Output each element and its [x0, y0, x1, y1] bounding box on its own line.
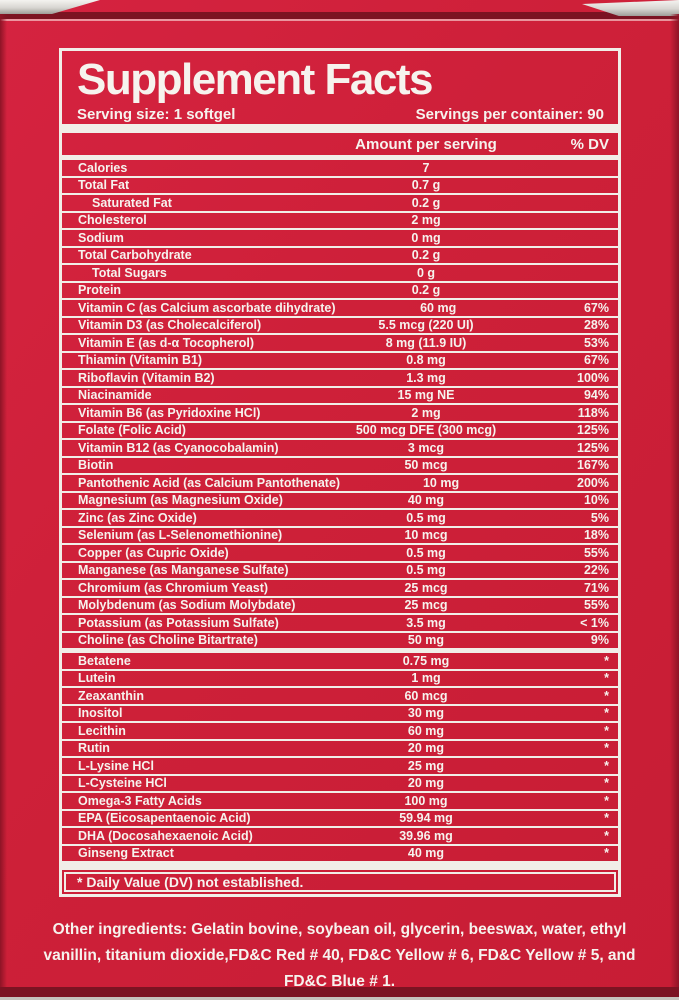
table-row	[62, 653, 618, 671]
dv-value: 28%	[583, 318, 609, 332]
nutrient-name: Riboflavin (Vitamin B2)	[78, 370, 215, 385]
table-row	[62, 563, 618, 581]
daily-value-footnote: * Daily Value (DV) not established.	[64, 872, 616, 892]
amount-value: 50 mg	[407, 633, 445, 647]
panel-header	[62, 51, 618, 124]
amount-value: 3.5 mg	[406, 615, 446, 630]
amount-value: 59.94 mg	[399, 811, 453, 825]
amount-value: 50 mcg	[404, 458, 448, 472]
nutrient-name: Vitamin B6 (as Pyridoxine HCl)	[78, 405, 261, 420]
serving-info-row	[77, 106, 604, 123]
amount-value: 7	[422, 160, 430, 175]
amount-value: 0.2 g	[411, 283, 441, 297]
table-row	[62, 440, 618, 458]
nutrient-name: Choline (as Choline Bitartrate)	[78, 633, 258, 647]
amount-value: 10 mg	[422, 475, 460, 490]
nutrient-name: Potassium (as Potassium Sulfate)	[78, 615, 279, 630]
table-row	[62, 811, 618, 829]
nutrient-name: Biotin	[78, 458, 114, 472]
table-row	[62, 475, 618, 493]
amount-value: 3 mcg	[407, 440, 445, 455]
table-row	[62, 370, 618, 388]
amount-value: 0.2 g	[411, 248, 441, 262]
dv-value: *	[604, 706, 609, 720]
amount-value: 30 mg	[407, 706, 445, 720]
table-row	[62, 615, 618, 633]
serving-size-text: Serving size: 1 softgel	[77, 106, 236, 123]
panel-title: Supplement Facts	[77, 55, 432, 104]
amount-value: 25 mcg	[404, 580, 448, 595]
amount-value: 0.8 mg	[406, 353, 446, 367]
nutrient-name: Betatene	[78, 653, 131, 668]
table-row	[62, 741, 618, 759]
nutrient-name: Protein	[78, 283, 122, 297]
amount-value: 2 mg	[411, 405, 441, 420]
nutrient-name: L-Cysteine HCl	[78, 776, 167, 790]
dv-value: 67%	[583, 353, 609, 367]
table-row	[62, 510, 618, 528]
dv-value: 94%	[583, 388, 609, 402]
table-row	[62, 828, 618, 846]
table-row	[62, 706, 618, 724]
dv-value: 100%	[577, 370, 609, 385]
amount-value: 39.96 mg	[399, 828, 453, 843]
nutrient-name: Inositol	[78, 706, 123, 720]
table-row	[62, 335, 618, 353]
amount-value: 20 mg	[407, 741, 445, 755]
nutrient-name: Total Fat	[78, 178, 130, 192]
amount-column-header: Amount per serving	[355, 135, 497, 153]
amount-value: 0.2 g	[411, 195, 441, 210]
amount-value: 5.5 mcg (220 UI)	[378, 318, 474, 332]
amount-value: 0.7 g	[411, 178, 441, 192]
table-row	[62, 688, 618, 706]
amount-value: 25 mg	[407, 758, 445, 773]
nutrient-name: Omega-3 Fatty Acids	[78, 793, 202, 808]
nutrient-name: Saturated Fat	[92, 195, 172, 210]
nutrient-name: Rutin	[78, 741, 110, 755]
nutrient-name: Lecithin	[78, 723, 126, 738]
amount-value: 0.5 mg	[406, 510, 446, 525]
amount-value: 40 mg	[407, 846, 445, 860]
table-row	[62, 213, 618, 231]
dv-column-header: % DV	[570, 135, 609, 153]
table-row	[62, 230, 618, 248]
dv-value: 9%	[590, 633, 609, 647]
nutrient-name: Sodium	[78, 230, 124, 245]
dv-value: *	[604, 811, 609, 825]
amount-value: 0 mg	[411, 230, 441, 245]
nutrient-name: Molybdenum (as Sodium Molybdate)	[78, 598, 296, 612]
dv-value: 125%	[577, 423, 609, 437]
amount-value: 20 mg	[407, 776, 445, 790]
table-row	[62, 178, 618, 196]
other-ingredients-text: Other ingredients: Gelatin bovine, soybean oil, glycerin, beeswax, water, ethyl vanillin, titanium dioxide,FD&C Red # 40, FD&C Yellow # 6, FD&C Yellow # 5, and FD&C Blue # 1.	[43, 921, 636, 990]
dv-value: 125%	[577, 440, 609, 455]
dv-value: 71%	[583, 580, 609, 595]
dv-value: *	[604, 758, 609, 773]
table-row	[62, 758, 618, 776]
amount-value: 10 mcg	[404, 528, 448, 542]
supplement-facts-panel	[59, 48, 621, 897]
table-row	[62, 458, 618, 476]
nutrient-name: Copper (as Cupric Oxide)	[78, 545, 229, 560]
nutrient-name: Lutein	[78, 671, 116, 685]
amount-value: 0.5 mg	[406, 545, 446, 560]
nutrient-name: Pantothenic Acid (as Calcium Pantothenate)	[78, 475, 341, 490]
amount-value: 8 mg (11.9 IU)	[385, 335, 467, 350]
nutrient-name: Total Sugars	[92, 265, 167, 280]
amount-value: 60 mg	[420, 300, 457, 315]
table-row	[62, 195, 618, 213]
dv-value: *	[604, 776, 609, 790]
dv-value: 118%	[577, 405, 609, 420]
amount-value: 40 mg	[407, 493, 445, 507]
table-row	[62, 776, 618, 794]
dv-value: *	[604, 653, 609, 668]
dv-value: *	[604, 688, 609, 703]
table-row	[62, 528, 618, 546]
box-edge-left	[0, 14, 7, 994]
table-column-headers	[62, 133, 618, 155]
dv-value: 10%	[583, 493, 609, 507]
dv-value: 200%	[577, 475, 609, 490]
amount-value: 15 mg NE	[397, 388, 455, 402]
amount-value: 500 mcg DFE (300 mcg)	[355, 423, 497, 437]
amount-value: 60 mcg	[404, 688, 448, 703]
dv-value: *	[604, 741, 609, 755]
nutrient-name: Thiamin (Vitamin B1)	[78, 353, 203, 367]
table-row	[62, 300, 618, 318]
facts-rows	[62, 160, 618, 863]
amount-value: 1.3 mg	[406, 370, 446, 385]
table-row	[62, 793, 618, 811]
nutrient-name: Cholesterol	[78, 213, 147, 227]
dv-value: 55%	[583, 598, 609, 612]
table-row	[62, 265, 618, 283]
table-row	[62, 633, 618, 651]
table-row	[62, 723, 618, 741]
dv-value: 167%	[577, 458, 609, 472]
dv-value: *	[604, 828, 609, 843]
nutrient-name: Total Carbohydrate	[78, 248, 192, 262]
nutrient-name: Folate (Folic Acid)	[78, 423, 186, 437]
box-top-crease	[0, 12, 679, 19]
dv-value: *	[604, 793, 609, 808]
amount-value: 100 mg	[404, 793, 448, 808]
nutrient-name: Calories	[78, 160, 128, 175]
nutrient-name: Manganese (as Manganese Sulfate)	[78, 563, 289, 577]
nutrient-name: Chromium (as Chromium Yeast)	[78, 580, 269, 595]
dv-value: 67%	[583, 300, 609, 315]
amount-value: 60 mg	[407, 723, 445, 738]
dv-value: 5%	[590, 510, 609, 525]
section-separator	[62, 863, 618, 870]
table-row	[62, 283, 618, 301]
amount-value: 1 mg	[411, 671, 441, 685]
nutrient-name: Magnesium (as Magnesium Oxide)	[78, 493, 283, 507]
nutrient-name: EPA (Eicosapentaenoic Acid)	[78, 811, 251, 825]
nutrient-name: Vitamin C (as Calcium ascorbate dihydrate)	[78, 300, 336, 315]
table-row	[62, 545, 618, 563]
table-row	[62, 388, 618, 406]
table-row	[62, 423, 618, 441]
table-row	[62, 318, 618, 336]
nutrient-name: Vitamin B12 (as Cyanocobalamin)	[78, 440, 279, 455]
section-separator	[62, 124, 618, 133]
amount-value: 0 g	[416, 265, 436, 280]
dv-value: < 1%	[580, 615, 609, 630]
dv-value: *	[604, 723, 609, 738]
table-row	[62, 248, 618, 266]
dv-value: 53%	[583, 335, 609, 350]
table-row	[62, 493, 618, 511]
servings-per-container-text: Servings per container: 90	[415, 106, 604, 123]
nutrient-name: Zinc (as Zinc Oxide)	[78, 510, 197, 525]
dv-value: 18%	[583, 528, 609, 542]
table-row	[62, 580, 618, 598]
amount-value: 0.75 mg	[402, 653, 450, 668]
nutrient-name: DHA (Docosahexaenoic Acid)	[78, 828, 253, 843]
table-row	[62, 598, 618, 616]
table-row	[62, 405, 618, 423]
table-row	[62, 160, 618, 178]
nutrient-name: Vitamin E (as d-α Tocopherol)	[78, 335, 254, 350]
table-row	[62, 353, 618, 371]
nutrient-name: L-Lysine HCl	[78, 758, 154, 773]
nutrient-name: Vitamin D3 (as Cholecalciferol)	[78, 318, 262, 332]
nutrient-name: Zeaxanthin	[78, 688, 144, 703]
table-row	[62, 671, 618, 689]
nutrient-name: Niacinamide	[78, 388, 152, 402]
box-top-crease-highlight	[0, 19, 679, 21]
nutrient-name: Selenium (as L-Selenomethionine)	[78, 528, 283, 542]
amount-value: 25 mcg	[404, 598, 448, 612]
dv-value: *	[604, 671, 609, 685]
box-edge-right	[670, 14, 679, 994]
dv-value: 55%	[583, 545, 609, 560]
dv-value: *	[604, 846, 609, 860]
amount-value: 0.5 mg	[406, 563, 446, 577]
nutrient-name: Ginseng Extract	[78, 846, 174, 860]
dv-value: 22%	[583, 563, 609, 577]
table-row	[62, 846, 618, 864]
amount-value: 2 mg	[411, 213, 441, 227]
